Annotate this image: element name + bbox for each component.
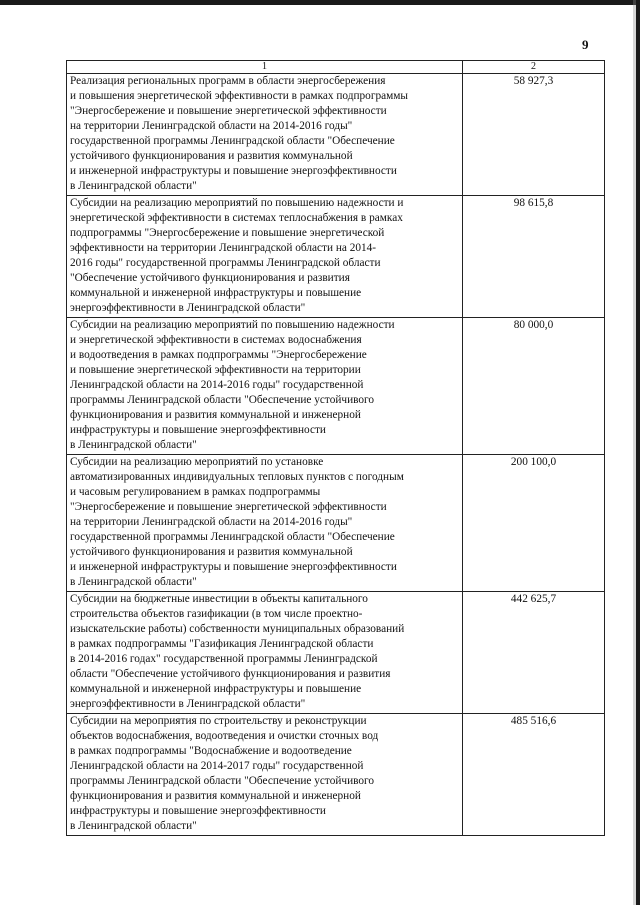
row-amount: 485 516,6 xyxy=(463,714,605,836)
row-amount: 98 615,8 xyxy=(463,196,605,318)
description-line: и водоотведения в рамках подпрограммы "Энергосбережение xyxy=(70,349,367,361)
description-line: функционирования и развития коммунальной и инженерной xyxy=(70,790,361,802)
row-description xyxy=(67,318,463,455)
row-amount: 200 100,0 xyxy=(463,455,605,592)
table-row xyxy=(67,196,605,318)
description-line: на территории Ленинградской области на 2014-2016 годы" xyxy=(70,516,353,528)
description-line: и инженерной инфраструктуры и повышение энергоэффективности xyxy=(70,165,397,177)
description-line: и повышение энергетической эффективности на территории xyxy=(70,364,361,376)
description-line: и часовым регулированием в рамках подпрограммы xyxy=(70,486,321,498)
table-row xyxy=(67,592,605,714)
table-row xyxy=(67,714,605,836)
row-amount: 80 000,0 xyxy=(463,318,605,455)
description-line: Ленинградской области на 2014-2017 годы" государственной xyxy=(70,760,364,772)
description-line: Субсидии на реализацию мероприятий по установке xyxy=(70,456,324,468)
description-line: государственной программы Ленинградской области "Обеспечение xyxy=(70,135,395,147)
description-line: объектов водоснабжения, водоотведения и очистки сточных вод xyxy=(70,730,379,742)
description-line: в рамках подпрограммы "Водоснабжение и водоотведение xyxy=(70,745,352,757)
row-description xyxy=(67,196,463,318)
description-line: автоматизированных индивидуальных тепловых пунктов с погодным xyxy=(70,471,404,483)
description-line: Субсидии на реализацию мероприятий по повышению надежности и xyxy=(70,197,404,209)
description-line: Реализация региональных программ в области энергосбережения xyxy=(70,75,386,87)
description-line: эффективности на территории Ленинградской области на 2014- xyxy=(70,242,377,254)
row-description xyxy=(67,74,463,196)
description-line: функционирования и развития коммунальной и инженерной xyxy=(70,409,361,421)
description-line: программы Ленинградской области "Обеспечение устойчивого xyxy=(70,775,375,787)
description-line: изыскательские работы) собственности муниципальных образований xyxy=(70,623,405,635)
description-line: устойчивого функционирования и развития коммунальной xyxy=(70,546,353,558)
row-description xyxy=(67,714,463,836)
description-line: на территории Ленинградской области на 2014-2016 годы" xyxy=(70,120,353,132)
page-number: 9 xyxy=(582,37,589,52)
description-line: энергетической эффективности в системах теплоснабжения в рамках xyxy=(70,212,403,224)
description-line: в Ленинградской области" xyxy=(70,576,197,588)
description-line: области "Обеспечение устойчивого функционирования и развития xyxy=(70,668,391,680)
description-line: энергоэффективности в Ленинградской области" xyxy=(70,698,306,710)
column-header-2: 2 xyxy=(463,61,605,74)
description-line: в рамках подпрограммы "Газификация Ленинградской области xyxy=(70,638,374,650)
row-amount: 58 927,3 xyxy=(463,74,605,196)
description-line: в Ленинградской области" xyxy=(70,820,197,832)
description-line: подпрограммы "Энергосбережение и повышение энергетической xyxy=(70,227,385,239)
row-amount: 442 625,7 xyxy=(463,592,605,714)
description-line: Ленинградской области на 2014-2016 годы" государственной xyxy=(70,379,364,391)
description-line: и энергетической эффективности в системах водоснабжения xyxy=(70,334,362,346)
description-line: Субсидии на бюджетные инвестиции в объекты капитального xyxy=(70,593,368,605)
description-line: инфраструктуры и повышение энергоэффективности xyxy=(70,424,326,436)
table-row xyxy=(67,74,605,196)
column-header-1: 1 xyxy=(67,61,463,74)
description-line: устойчивого функционирования и развития коммунальной xyxy=(70,150,353,162)
description-line: и инженерной инфраструктуры и повышение энергоэффективности xyxy=(70,561,397,573)
description-line: программы Ленинградской области "Обеспечение устойчивого xyxy=(70,394,375,406)
description-line: 2016 годы" государственной программы Ленинградской области xyxy=(70,257,381,269)
description-line: "Обеспечение устойчивого функционирования и развития xyxy=(70,272,350,284)
description-line: и повышения энергетической эффективности в рамках подпрограммы xyxy=(70,90,409,102)
description-line: в Ленинградской области" xyxy=(70,180,197,192)
scan-right-border xyxy=(636,0,640,905)
description-line: "Энергосбережение и повышение энергетической эффективности xyxy=(70,105,387,117)
table-body xyxy=(67,61,605,836)
description-line: инфраструктуры и повышение энергоэффективности xyxy=(70,805,326,817)
description-line: в Ленинградской области" xyxy=(70,439,197,451)
table-header-row xyxy=(67,61,605,74)
scan-top-border xyxy=(0,0,640,5)
description-line: энергоэффективности в Ленинградской области" xyxy=(70,302,306,314)
description-line: государственной программы Ленинградской области "Обеспечение xyxy=(70,531,395,543)
budget-table xyxy=(66,60,605,836)
table-row xyxy=(67,455,605,592)
description-line: Субсидии на реализацию мероприятий по повышению надежности xyxy=(70,319,395,331)
description-line: в 2014-2016 годах" государственной программы Ленинградской xyxy=(70,653,378,665)
row-description xyxy=(67,455,463,592)
table-row xyxy=(67,318,605,455)
description-line: коммунальной и инженерной инфраструктуры и повышение xyxy=(70,683,362,695)
row-description xyxy=(67,592,463,714)
description-line: Субсидии на мероприятия по строительству и реконструкции xyxy=(70,715,367,727)
description-line: "Энергосбережение и повышение энергетической эффективности xyxy=(70,501,387,513)
description-line: строительства объектов газификации (в том числе проектно- xyxy=(70,608,363,620)
description-line: коммунальной и инженерной инфраструктуры и повышение xyxy=(70,287,362,299)
